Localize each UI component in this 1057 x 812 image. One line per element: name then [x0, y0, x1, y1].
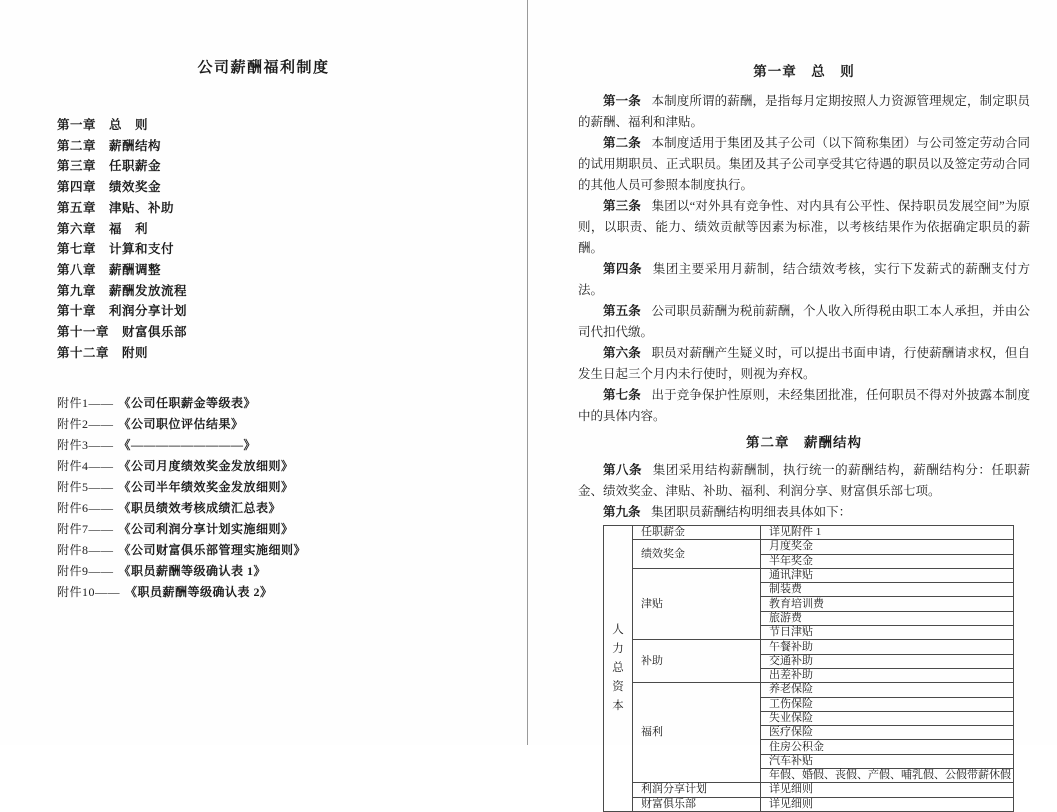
attachment-number: 附件7—— — [57, 522, 114, 537]
article-paragraph: 第五条 公司职员薪酬为税前薪酬，个人收入所得税由职工本人承担，并由公司代扣代缴。 — [578, 304, 1030, 339]
table-row — [604, 540, 1014, 554]
attachment-list — [57, 393, 527, 603]
table-row — [604, 526, 1014, 540]
table-row — [604, 797, 1014, 811]
attachment-title: 《职员绩效考核成绩汇总表》 — [118, 501, 282, 516]
attachment-item — [57, 519, 527, 540]
table-row — [604, 783, 1014, 797]
article-number: 第一条 — [603, 94, 641, 108]
article-number: 第二条 — [603, 136, 641, 150]
attachment-item — [57, 540, 527, 561]
attachment-number: 附件5—— — [57, 480, 114, 495]
table-row — [604, 568, 1014, 582]
attachment-item — [57, 456, 527, 477]
attachment-item — [57, 582, 527, 603]
row-header-char: 本 — [612, 699, 624, 712]
toc-chapter-item: 第三章 任职薪金 — [57, 159, 162, 174]
toc-chapter-item: 第五章 津贴、补助 — [57, 200, 175, 215]
table-row — [604, 683, 1014, 697]
article-paragraph: 第九条 集团职员薪酬结构明细表具体如下： — [603, 505, 852, 519]
table-item-cell: 医疗保险 — [761, 726, 1014, 740]
table-item-cell: 详见细则 — [761, 783, 1014, 797]
article-number: 第九条 — [603, 505, 641, 519]
table-item-cell: 失业保险 — [761, 711, 1014, 725]
table-category-cell: 利润分享计划 — [633, 783, 761, 797]
table-category-cell: 福利 — [633, 683, 761, 783]
chapter-heading: 第二章 薪酬结构 — [746, 435, 862, 450]
table-item-cell: 年假、婚假、丧假、产假、哺乳假、公假带薪休假 — [761, 769, 1014, 783]
attachment-title: 《公司任职薪金等级表》 — [118, 396, 257, 411]
toc-chapter-item: 第十二章 附则 — [57, 345, 149, 360]
attachment-item — [57, 498, 527, 519]
table-item-cell: 详见附件 1 — [761, 526, 1014, 540]
article-paragraph: 第二条 本制度适用于集团及其子公司（以下简称集团）与公司签定劳动合同的试用期职员、正式职员。集团及其子公司享受其它待遇的职员以及签定劳动合同的其他人员可参照本制度执行。 — [578, 136, 1030, 192]
table-item-cell: 旅游费 — [761, 611, 1014, 625]
attachment-title: 《公司半年绩效奖金发放细则》 — [118, 480, 294, 495]
row-header-char: 总 — [612, 661, 624, 674]
table-item-cell: 汽车补贴 — [761, 754, 1014, 768]
row-header-char: 力 — [612, 642, 624, 655]
toc-chapter-item: 第二章 薪酬结构 — [57, 138, 162, 153]
attachment-number: 附件8—— — [57, 543, 114, 558]
attachment-item — [57, 477, 527, 498]
table-item-cell: 节日津贴 — [761, 626, 1014, 640]
document-title: 公司薪酬福利制度 — [197, 60, 330, 76]
table-item-cell: 教育培训费 — [761, 597, 1014, 611]
table-item-cell: 出差补助 — [761, 668, 1014, 682]
row-header-char: 资 — [612, 680, 624, 693]
table-item-cell: 午餐补助 — [761, 640, 1014, 654]
toc-chapter-item: 第四章 绩效奖金 — [57, 180, 162, 195]
table-item-cell: 通讯津贴 — [761, 568, 1014, 582]
toc-chapter-item: 第十章 利润分享计划 — [57, 304, 188, 319]
table-item-cell: 工伤保险 — [761, 697, 1014, 711]
attachment-item — [57, 435, 527, 456]
table-item-cell: 月度奖金 — [761, 540, 1014, 554]
table-item-cell: 制装费 — [761, 583, 1014, 597]
attachment-number: 附件3—— — [57, 438, 114, 453]
article-paragraph: 第三条 集团以“对外具有竞争性、对内具有公平性、保持职员发展空间”为原则，以职责、能力、绩效贡献等因素为标准，以考核结果作为依据确定职员的薪酬。 — [578, 199, 1030, 255]
article-number: 第七条 — [603, 388, 641, 402]
page-1-toc — [0, 0, 527, 745]
toc-chapter-item: 第十一章 财富俱乐部 — [57, 325, 188, 340]
article-number: 第八条 — [603, 463, 643, 477]
toc-chapter-item: 第一章 总 则 — [57, 118, 149, 132]
article-number: 第四条 — [603, 262, 643, 276]
article-paragraph: 第六条 职员对薪酬产生疑义时，可以提出书面申请，行使薪酬请求权，但自发生日起三个月内未行使时，则视为弃权。 — [578, 346, 1030, 381]
table-category-cell: 补助 — [633, 640, 761, 683]
attachment-item — [57, 414, 527, 435]
table-category-cell: 任职薪金 — [633, 526, 761, 540]
table-item-cell: 住房公积金 — [761, 740, 1014, 754]
toc-chapter-item: 第八章 薪酬调整 — [57, 262, 162, 277]
row-header-char: 人 — [612, 623, 624, 636]
chapter-heading: 第一章 总 则 — [753, 64, 855, 79]
attachment-number: 附件10—— — [57, 585, 121, 600]
article-number: 第三条 — [603, 199, 641, 213]
attachment-title: 《职员薪酬等级确认表 1》 — [118, 564, 267, 579]
table-row — [604, 640, 1014, 654]
article-number: 第五条 — [603, 304, 641, 318]
article-number: 第六条 — [603, 346, 641, 360]
attachment-title: 《公司利润分享计划实施细则》 — [118, 522, 294, 537]
table-item-cell: 养老保险 — [761, 683, 1014, 697]
attachment-number: 附件9—— — [57, 564, 114, 579]
toc-chapter-item: 第六章 福 利 — [57, 221, 149, 236]
table-category-cell: 财富俱乐部 — [633, 797, 761, 811]
toc-chapter-list — [57, 115, 527, 363]
table-item-cell: 详见细则 — [761, 797, 1014, 811]
article-paragraph: 第八条 集团采用结构薪酬制，执行统一的薪酬结构，薪酬结构分：任职薪金、绩效奖金、津贴、补助、福利、利润分享、财富俱乐部七项。 — [578, 463, 1030, 498]
attachment-title: 《—————————》 — [118, 438, 257, 453]
table-item-cell: 半年奖金 — [761, 554, 1014, 568]
table-row-header — [604, 526, 633, 812]
attachment-number: 附件4—— — [57, 459, 114, 474]
article-paragraph: 第一条 本制度所谓的薪酬，是指每月定期按照人力资源管理规定，制定职员的薪酬、福利和津贴。 — [578, 94, 1030, 129]
attachment-number: 附件1—— — [57, 396, 114, 411]
table-category-cell: 津贴 — [633, 568, 761, 639]
attachment-item — [57, 561, 527, 582]
page-2-body — [528, 0, 1057, 810]
page-2-content — [528, 0, 1057, 812]
attachment-number: 附件2—— — [57, 417, 114, 432]
attachment-number: 附件6—— — [57, 501, 114, 516]
attachment-title: 《公司财富俱乐部管理实施细则》 — [118, 543, 307, 558]
attachment-item — [57, 393, 527, 414]
salary-structure-table — [603, 525, 1014, 812]
article-paragraph: 第四条 集团主要采用月薪制，结合绩效考核，实行下发薪式的薪酬支付方法。 — [578, 262, 1030, 297]
toc-chapter-item: 第七章 计算和支付 — [57, 242, 175, 257]
table-item-cell: 交通补助 — [761, 654, 1014, 668]
attachment-title: 《公司职位评估结果》 — [118, 417, 244, 432]
table-category-cell: 绩效奖金 — [633, 540, 761, 569]
toc-chapter-item: 第九章 薪酬发放流程 — [57, 283, 188, 298]
attachment-title: 《职员薪酬等级确认表 2》 — [125, 585, 273, 600]
article-paragraph: 第七条 出于竞争保护性原则，未经集团批准，任何职员不得对外披露本制度中的具体内容。 — [578, 388, 1030, 423]
attachment-title: 《公司月度绩效奖金发放细则》 — [118, 459, 294, 474]
